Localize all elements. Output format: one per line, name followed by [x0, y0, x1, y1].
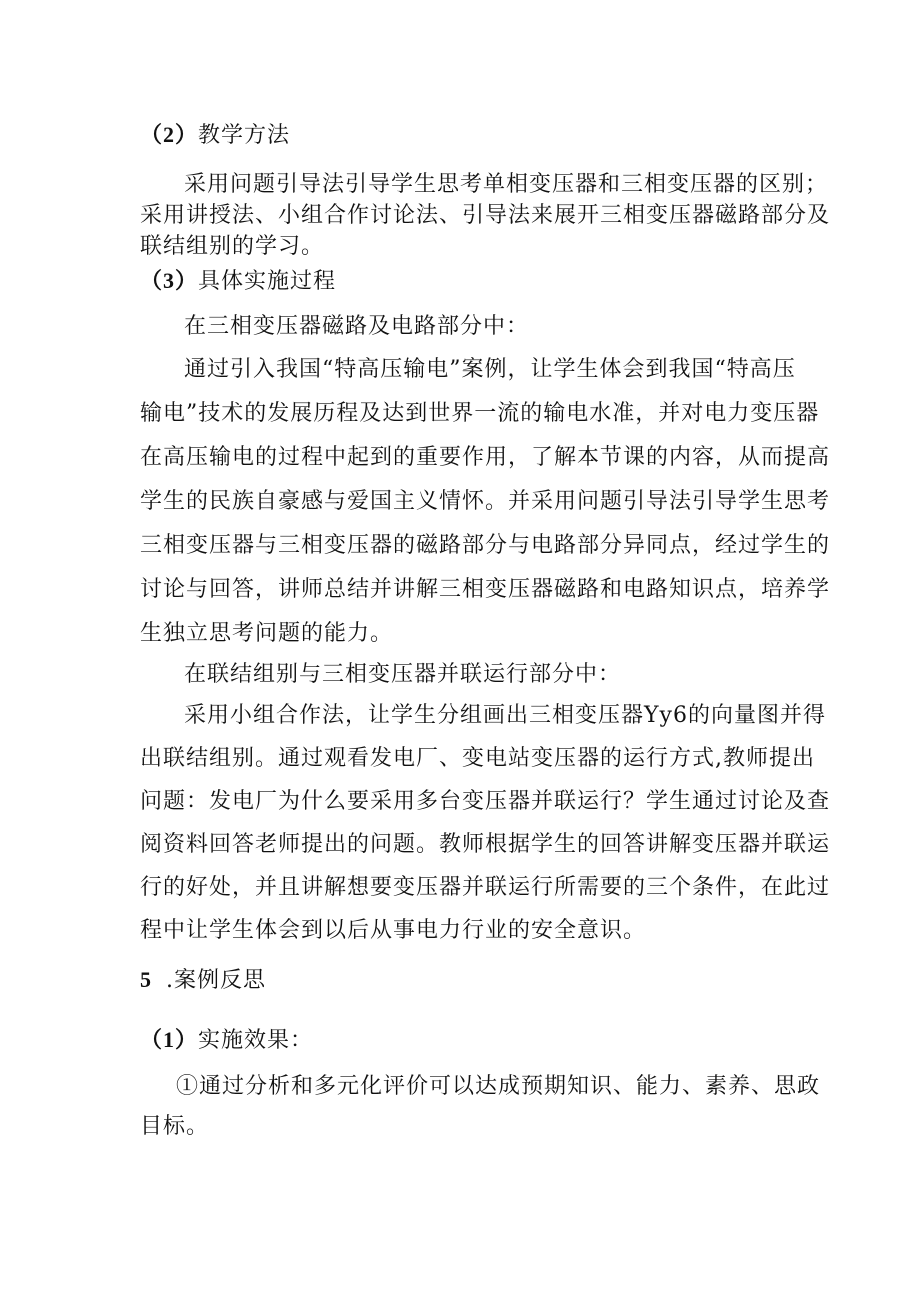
paragraph-line: 在高压输电的过程中起到的重要作用，了解本节课的内容，从而提高 [140, 445, 831, 470]
section-number: 5 [140, 967, 152, 992]
paragraph-line: 讨论与回答，讲师总结并讲解三相变压器磁路和电路知识点，培养学 [140, 577, 831, 602]
section-title: .案例反思 [166, 968, 266, 993]
paragraph-intro: 在联结组别与三相变压器并联运行部分中： [184, 662, 622, 687]
section-heading-effect [140, 1025, 313, 1056]
paragraph-line: 通过引入我国“特高压输电”案例，让学生体会到我国“特高压 [184, 357, 796, 382]
paragraph-line: ①通过分析和多元化评价可以达成预期知识、能力、素养、思政 [176, 1074, 821, 1099]
paragraph-line: 采用问题引导法引导学生思考单相变压器和三相变压器的区别； [184, 172, 829, 197]
paragraph-line: 程中让学生体会到以后从事电力行业的安全意识。 [140, 918, 647, 943]
section-heading-teaching-method [140, 120, 290, 151]
section-number: （3） [140, 268, 199, 293]
section-number: （2） [140, 122, 199, 147]
paragraph-line: 三相变压器与三相变压器的磁路部分与电路部分异同点，经过学生的 [140, 533, 831, 558]
paragraph-line: 阅资料回答老师提出的问题。教师根据学生的回答讲解变压器并联运 [140, 832, 831, 857]
paragraph-intro: 在三相变压器磁路及电路部分中： [184, 314, 530, 339]
section-title: 教学方法 [198, 123, 291, 148]
section-title: 实施效果： [198, 1028, 314, 1053]
paragraph-line: 目标。 [140, 1114, 210, 1139]
paragraph-line: 采用小组合作法，让学生分组画出三相变压器Yy6的向量图并得 [184, 703, 826, 728]
paragraph-line: 生独立思考问题的能力。 [140, 621, 394, 646]
paragraph-line: 采用讲授法、小组合作讨论法、引导法来展开三相变压器磁路部分及 [140, 203, 831, 228]
section-title: 具体实施过程 [198, 269, 337, 294]
section-number: （1） [140, 1027, 199, 1052]
paragraph-line: 问题：发电厂为什么要采用多台变压器并联运行？学生通过讨论及查 [140, 789, 831, 814]
paragraph-line: 出联结组别。通过观看发电厂、变电站变压器的运行方式,教师提出 [140, 746, 815, 771]
paragraph-line: 输电”技术的发展历程及达到世界一流的输电水准，并对电力变压器 [140, 401, 820, 426]
paragraph-line: 联结组别的学习。 [140, 234, 325, 259]
paragraph-line: 学生的民族自豪感与爱国主义情怀。并采用问题引导法引导学生思考 [140, 489, 831, 514]
section-heading-implementation [140, 266, 336, 297]
section-heading-case-reflection [140, 965, 266, 996]
paragraph-line: 行的好处，并且讲解想要变压器并联运行所需要的三个条件，在此过 [140, 875, 831, 900]
